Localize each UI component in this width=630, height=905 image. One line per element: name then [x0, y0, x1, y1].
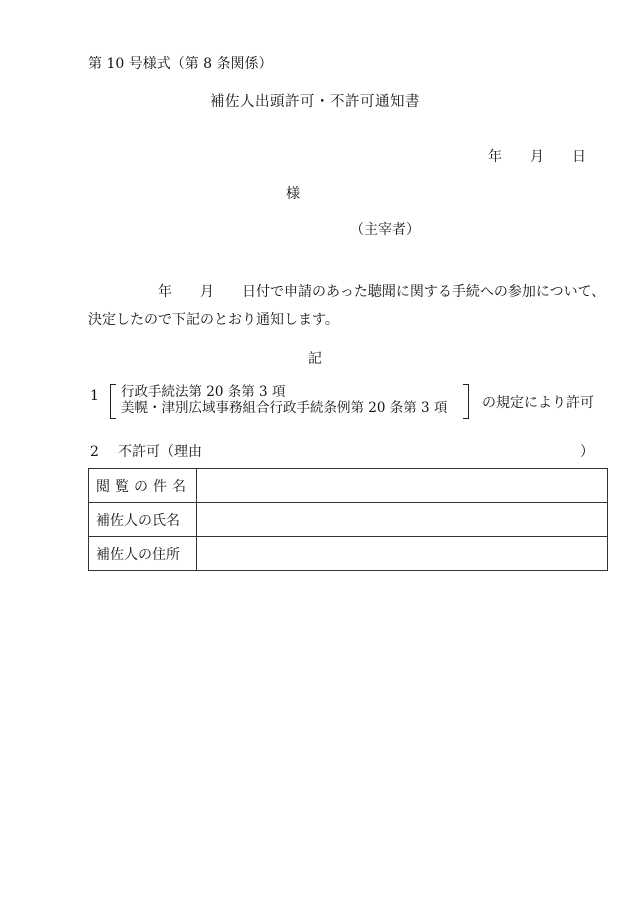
date-day: 日: [572, 149, 586, 165]
addressee-suffix: 様: [286, 186, 300, 202]
law-option-1: 行政手続法第 20 条第 3 項: [121, 384, 286, 400]
document-title: 補佐人出頭許可・不許可通知書: [210, 94, 420, 110]
item2-denial-reason-label: 不許可（理由: [118, 444, 202, 460]
body-text-line2: 決定したので下記のとおり通知します。: [88, 312, 339, 328]
row-value-subject[interactable]: [197, 469, 608, 503]
form-number: 第 10 号様式（第 8 条関係）: [88, 56, 273, 72]
table-row: [89, 503, 608, 537]
table-row: [89, 537, 608, 571]
right-bracket: [463, 384, 469, 419]
row-label-assistant-name: 補佐人の氏名: [89, 503, 197, 537]
ki-heading: 記: [308, 351, 322, 367]
item2-close-paren: ）: [580, 444, 594, 460]
date-month: 月: [530, 149, 544, 165]
left-bracket: [110, 384, 116, 419]
row-value-assistant-address[interactable]: [197, 537, 608, 571]
issuer-label: （主宰者）: [350, 222, 420, 238]
row-value-assistant-name[interactable]: [197, 503, 608, 537]
item2-number: 2: [90, 444, 99, 460]
details-table: [88, 468, 608, 571]
row-label-subject: 閲覧の件名: [89, 469, 197, 503]
item1-number: 1: [90, 388, 99, 404]
date-line: [488, 150, 586, 164]
item1-permission-text: の規定により許可: [482, 395, 594, 411]
row-label-assistant-address: 補佐人の住所: [89, 537, 197, 571]
table-row: [89, 469, 608, 503]
body-text-line1: 年 月 日付で申請のあった聴聞に関する手続への参加について、: [158, 284, 606, 300]
law-option-2: 美幌・津別広域事務組合行政手続条例第 20 条第 3 項: [121, 400, 448, 416]
date-year: 年: [488, 149, 502, 165]
